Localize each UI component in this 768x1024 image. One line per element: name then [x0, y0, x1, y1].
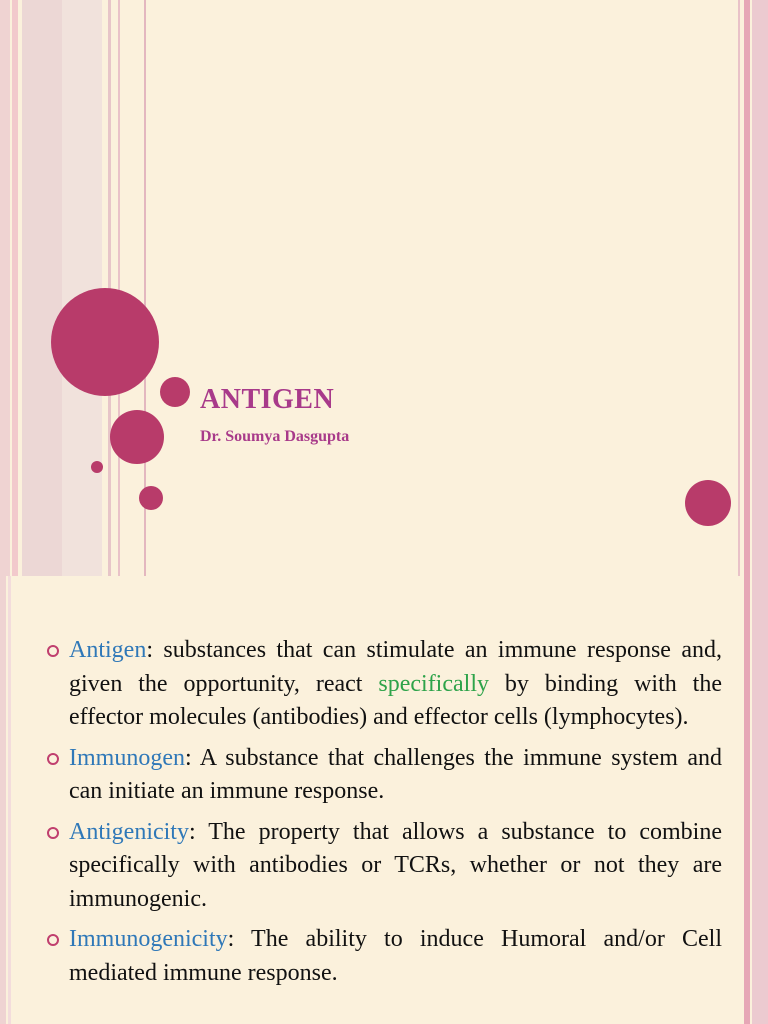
- list-item-antigen: [42, 634, 722, 735]
- content-slide: [0, 576, 768, 1024]
- left-border-stripe: [8, 576, 11, 1024]
- left-stripe-band: [12, 0, 18, 576]
- left-stripe-band: [22, 0, 62, 576]
- list-item-antigenicity: [42, 816, 722, 917]
- list-item-immunogen: [42, 742, 722, 809]
- decorative-circle: [160, 377, 190, 407]
- term-immunogen: Immunogen: [69, 744, 185, 771]
- right-stripe-line: [738, 0, 740, 576]
- definition-text: by binding with the effector molecules (antibodies) and effector cells (lymphocytes).: [69, 670, 722, 730]
- decorative-circle-small: [91, 461, 103, 473]
- term-antigen: Antigen: [69, 637, 147, 663]
- decorative-circle: [139, 486, 163, 510]
- definition-list: [42, 634, 722, 997]
- left-border-stripe: [0, 576, 6, 1024]
- decorative-circle-right: [685, 480, 731, 526]
- right-border-stripe: [752, 576, 768, 1024]
- right-stripe-band: [744, 0, 750, 576]
- definition-text: : A substance that challenges the immune system and can initiate an immune response.: [69, 744, 722, 804]
- term-antigenicity: Antigenicity: [69, 818, 189, 845]
- definition-text: : substances that can stimulate an immune response and, given the opportunity, react: [69, 637, 722, 697]
- bullet-ring-icon: [47, 645, 59, 657]
- highlight-word: specifically: [378, 670, 489, 697]
- definition-text: : The ability to induce Humoral and/or Cell mediated immune response.: [69, 926, 722, 986]
- slide-subtitle: Dr. Soumya Dasgupta: [200, 428, 350, 445]
- decorative-circle-large: [51, 288, 159, 396]
- list-item-immunogenicity: [42, 923, 722, 990]
- right-stripe-band: [752, 0, 768, 576]
- slide-title: ANTIGEN: [200, 384, 335, 415]
- definition-text: : The property that allows a substance to combine specifically with antibodies or TCRs, whether or not they are immunogenic.: [69, 818, 722, 912]
- bullet-ring-icon: [47, 827, 59, 839]
- bullet-ring-icon: [47, 753, 59, 765]
- left-stripe-band: [0, 0, 10, 576]
- term-immunogenicity: Immunogenicity: [69, 926, 228, 952]
- bullet-ring-icon: [47, 934, 59, 946]
- decorative-circle: [110, 410, 164, 464]
- right-border-stripe: [744, 576, 750, 1024]
- left-stripe-line: [118, 0, 120, 576]
